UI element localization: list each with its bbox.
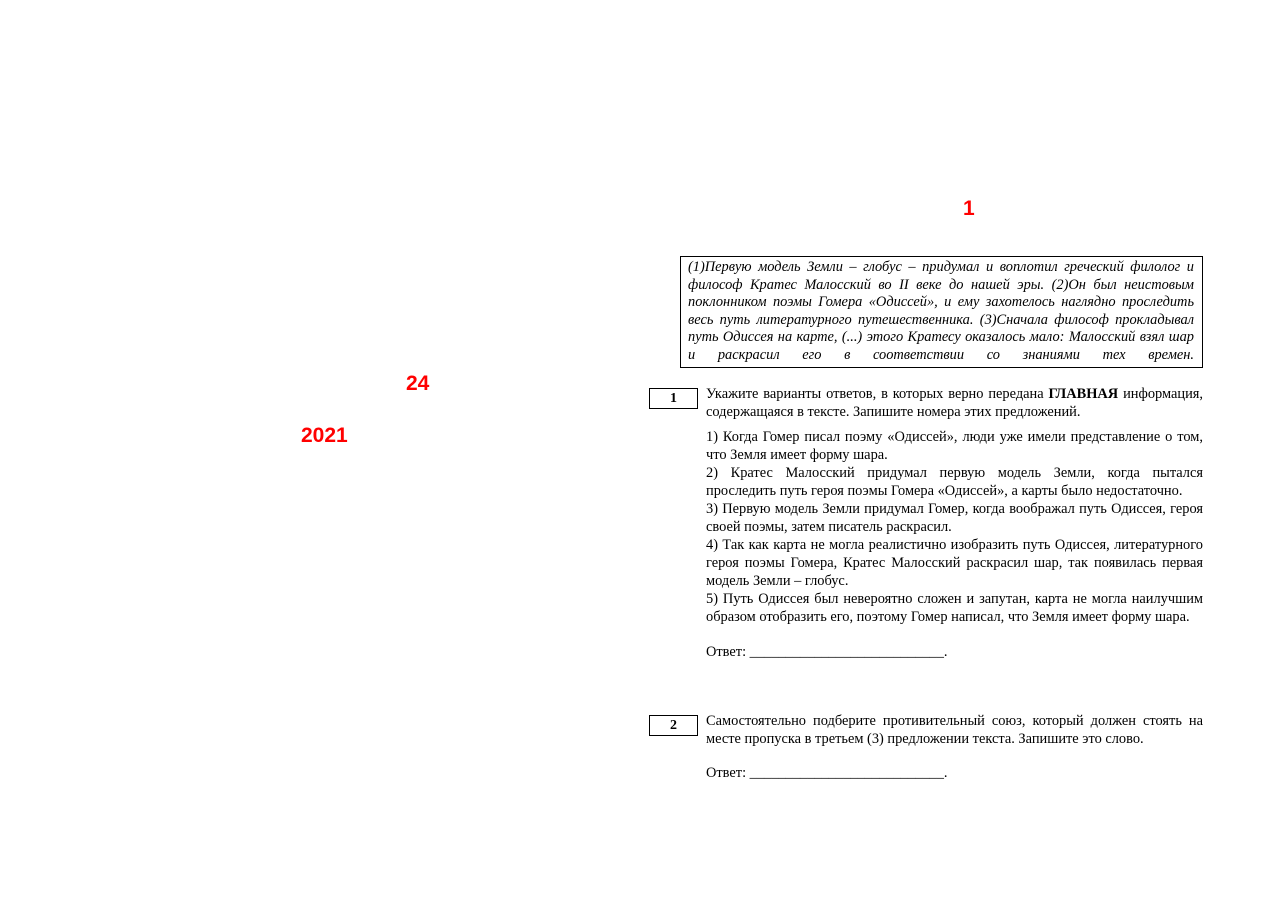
emphasis-main: ГЛАВНАЯ (1048, 386, 1119, 402)
task-body (706, 712, 1203, 782)
reading-passage (680, 256, 1203, 368)
task-body (706, 385, 1203, 661)
answer-option: 5) Путь Одиссея был невероятно сложен и запутан, карта не могла наилучшим образом отобразить его, поэтому Гомер написал, что Земля имеет форму шара. (706, 591, 1203, 625)
task-instruction: Укажите варианты ответов, в которых верно передана ГЛАВНАЯ информация, содержащаяся в тексте. Запишите номера этих предложений. (706, 386, 1204, 420)
answer-line: Ответ: ___________________________. (706, 644, 948, 660)
task-number-box: 2 (649, 715, 698, 736)
page-number: 24 (406, 372, 430, 395)
year-label: 2021 (301, 424, 348, 447)
task-number-box: 1 (649, 388, 698, 409)
variant-number: 1 (963, 197, 975, 220)
answer-options (706, 428, 1203, 626)
answer-option: 3) Первую модель Земли придумал Гомер, когда воображал путь Одиссея, героя своей поэмы, затем писатель раскрасил. (706, 501, 1203, 535)
answer-option: 4) Так как карта не могла реалистично изобразить путь Одиссея, литературного героя поэмы Гомера, Кратес Малосский раскрасил шар, так появилась первая модель Земли – глобус. (706, 537, 1203, 589)
answer-line: Ответ: ___________________________. (706, 765, 948, 781)
answer-option: 2) Кратес Малосский придумал первую модель Земли, когда пытался проследить путь героя поэмы Гомера «Одиссей», а карты было недостаточно. (706, 465, 1203, 499)
passage-text: (1)Первую модель Земли – глобус – придумал и воплотил греческий филолог и философ Кратес Малосский во II веке до нашей эры. (2)Он был неистовым поклонником поэмы Гомера «Одиссей», и ему захотелось наглядно проследить весь путь литературного путешественника. (3)Сначала философ прокладывал путь Одиссея на карте, (...) этого Кратесу оказалось мало: Малосский взял шар и раскрасил его в соответствии со знаниями тех времен. (688, 259, 1194, 363)
task-instruction: Самостоятельно подберите противительный союз, который должен стоять на месте пропуска в третьем (3) предложении текста. Запишите это слово. (706, 713, 1203, 747)
answer-option: 1) Когда Гомер писал поэму «Одиссей», люди уже имели представление о том, что Земля имеет форму шара. (706, 429, 1203, 463)
